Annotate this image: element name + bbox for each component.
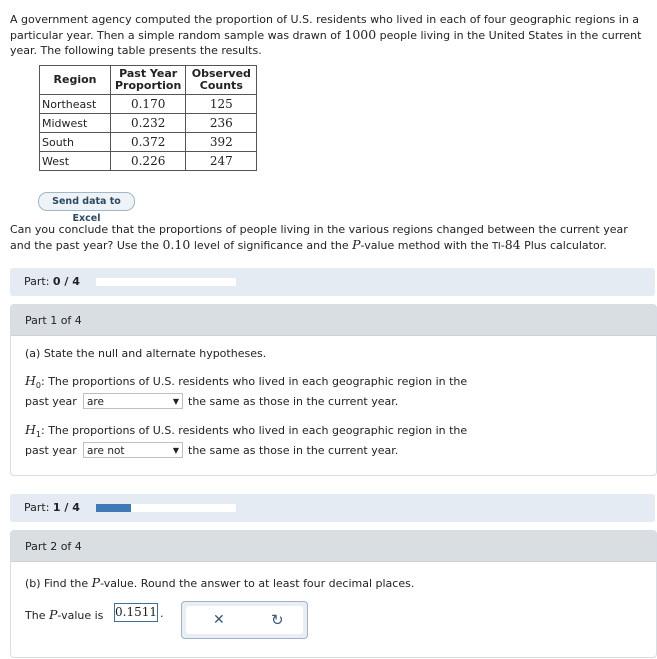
header-counts: Observed Counts	[186, 66, 257, 95]
table-row	[40, 114, 257, 133]
cell-proportion: 0.170	[111, 95, 186, 114]
h1-text-b: past year	[25, 444, 77, 457]
undo-icon[interactable]: ↻	[271, 611, 284, 629]
data-table	[39, 65, 257, 171]
p-value-input[interactable]: 0.1511	[114, 603, 158, 622]
question-text: Can you conclude that the proportions of people living in the various regions changed between the current year and the past year? Use the 0.10 level of significance and the P-value method with the TI-84 Plus calculator.	[10, 223, 628, 252]
part-progress-bar	[10, 494, 655, 522]
part1-header: Part 1 of 4	[11, 305, 656, 336]
sample-size: 1000	[344, 27, 377, 42]
part2-header: Part 2 of 4	[11, 531, 656, 562]
part1-prompt: (a) State the null and alternate hypotheses.	[25, 347, 267, 360]
cell-region: Midwest	[40, 114, 111, 133]
part2-panel	[10, 530, 657, 658]
part-progress-label: Part: 1 / 4	[24, 501, 80, 514]
cell-region: South	[40, 133, 111, 152]
h0-text-b: past year	[25, 395, 77, 408]
h1-select[interactable]: are not ▼	[83, 442, 183, 458]
h0-line: $H_0$: The proportions of U.S. residents who lived in each geographic region in the	[25, 373, 468, 391]
h0-text-c: the same as those in the current year.	[188, 395, 399, 408]
intro-text: A government agency computed the proportion of U.S. residents who lived in each of four geographic regions in a particular year. Then a simple random sample was drawn of	[10, 13, 640, 42]
table-row	[40, 133, 257, 152]
part-progress-bar	[10, 268, 655, 296]
progress-fill	[96, 504, 131, 512]
table-row	[40, 95, 257, 114]
cell-count: 125	[186, 95, 257, 114]
problem-intro	[10, 12, 650, 58]
answer-period: .	[160, 607, 164, 620]
cell-count: 247	[186, 152, 257, 171]
cell-region: West	[40, 152, 111, 171]
h1-text-c: the same as those in the current year.	[188, 444, 399, 457]
part2-prompt: (b) Find the P-value. Round the answer to at least four decimal places.	[25, 575, 415, 590]
h1-line: $H_1$: The proportions of U.S. residents who lived in each geographic region in the	[25, 422, 468, 440]
cell-proportion: 0.232	[111, 114, 186, 133]
chevron-down-icon: ▼	[172, 446, 179, 455]
header-region: Region	[40, 66, 111, 95]
progress-track	[96, 504, 236, 512]
header-proportion: Past Year Proportion	[111, 66, 186, 95]
cell-proportion: 0.372	[111, 133, 186, 152]
send-to-excel-button[interactable]: Send data to Excel	[38, 192, 135, 211]
cell-count: 236	[186, 114, 257, 133]
table-header-row	[40, 66, 257, 95]
intro-text-end: people living in the United States in the current year. The following table presents the results.	[10, 29, 642, 57]
alpha-value: 0.10	[162, 237, 191, 252]
cell-count: 392	[186, 133, 257, 152]
answer-actions	[181, 601, 308, 639]
cell-region: Northeast	[40, 95, 111, 114]
h0-select[interactable]: are ▼	[83, 393, 183, 409]
cell-proportion: 0.226	[111, 152, 186, 171]
progress-track	[96, 278, 236, 286]
table-row	[40, 152, 257, 171]
answer-label: The P-value is	[25, 607, 104, 622]
part-progress-label: Part: 0 / 4	[24, 275, 80, 288]
close-icon[interactable]: ✕	[213, 612, 225, 628]
chevron-down-icon: ▼	[172, 397, 179, 406]
